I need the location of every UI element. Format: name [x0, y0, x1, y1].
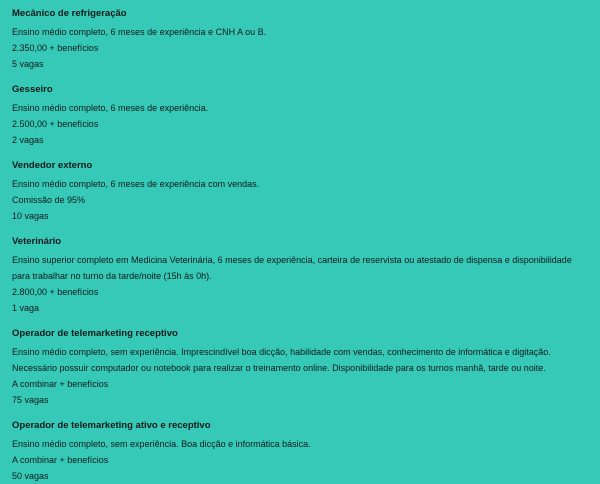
job-salary: 2.800,00 + benefícios — [12, 287, 99, 297]
job-title: Gesseiro — [12, 84, 53, 95]
job-openings: 5 vagas — [12, 59, 44, 69]
job-title: Veterinário — [12, 236, 62, 247]
job-title: Operador de telemarketing receptivo — [12, 328, 178, 339]
job-openings: 75 vagas — [12, 395, 49, 405]
job-requirements: Ensino médio completo, 6 meses de experiência e CNH A ou B. — [12, 27, 267, 37]
job-salary: Comissão de 95% — [12, 195, 86, 205]
job-requirements: Ensino médio completo, sem experiência. Boa dicção e informática básica. — [12, 439, 311, 449]
job-listing — [12, 418, 588, 484]
job-listing — [12, 158, 588, 224]
job-requirements: Ensino médio completo, 6 meses de experiência com vendas. — [12, 179, 260, 189]
job-listing — [12, 234, 588, 316]
job-listing — [12, 326, 588, 408]
job-openings: 50 vagas — [12, 471, 49, 481]
job-openings: 2 vagas — [12, 135, 44, 145]
job-listing — [12, 6, 588, 72]
job-salary: 2.500,00 + benefícios — [12, 119, 99, 129]
job-title: Operador de telemarketing ativo e receptivo — [12, 420, 211, 431]
job-listing — [12, 82, 588, 148]
job-requirements: Ensino médio completo, 6 meses de experiência. — [12, 103, 209, 113]
job-requirements: Ensino médio completo, sem experiência. Imprescindível boa dicção, habilidade com vendas, conhecimento de informática e digitação. Necessário possuir computador ou notebook para realizar o treinamento online. Disponibilidade para os turnos manhã, tarde ou noite. — [12, 347, 551, 373]
job-title: Vendedor externo — [12, 160, 93, 171]
job-title: Mecânico de refrigeração — [12, 8, 127, 19]
job-salary: A combinar + benefícios — [12, 455, 109, 465]
job-requirements: Ensino superior completo em Medicina Veterinária, 6 meses de experiência, carteira de reservista ou atestado de dispensa e disponibilidade para trabalhar no turno da tarde/noite (15h às 0h). — [12, 255, 572, 281]
job-salary: 2.350,00 + benefícios — [12, 43, 99, 53]
job-openings: 1 vaga — [12, 303, 40, 313]
job-salary: A combinar + benefícios — [12, 379, 109, 389]
job-openings: 10 vagas — [12, 211, 49, 221]
